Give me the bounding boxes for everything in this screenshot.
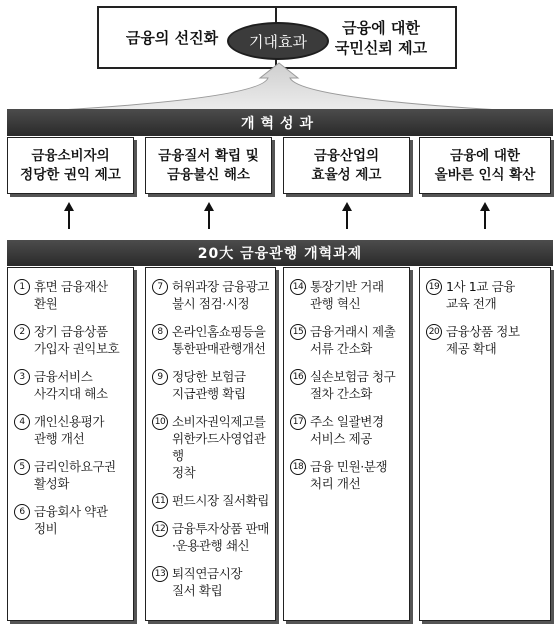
task-item — [290, 278, 405, 312]
up-arrow-4 — [479, 202, 491, 230]
task-text: 휴면 금융재산 환원 — [34, 279, 108, 311]
task-item — [152, 520, 271, 554]
task-number: 1 — [14, 279, 30, 295]
upward-fan-arrow — [0, 60, 560, 112]
effect-right-label: 금융에 대한 국민신뢰 제고 — [334, 18, 428, 57]
task-number: 2 — [14, 324, 30, 340]
up-arrow-3 — [341, 202, 353, 230]
task-text: 금리인하요구권 활성화 — [34, 459, 116, 491]
task-number: 7 — [152, 279, 168, 295]
task-item — [14, 458, 129, 492]
achievement-label-4: 금융에 대한 올바른 인식 확산 — [434, 147, 536, 183]
tasks-title: 20大 금융관행 개혁과제 — [197, 246, 363, 262]
task-text: 소비자권익제고를 위한카드사영업관행 정착 — [172, 414, 266, 480]
task-text: 실손보험금 청구 절차 간소화 — [310, 369, 396, 401]
task-number: 11 — [152, 493, 168, 509]
task-column-3 — [283, 267, 410, 621]
achievement-label-1: 금융소비자의 정당한 권익 제고 — [20, 147, 121, 183]
task-item — [14, 503, 129, 537]
task-item — [152, 565, 271, 599]
task-number: 3 — [14, 369, 30, 385]
task-text: 금융회사 약관 정비 — [34, 504, 108, 536]
up-arrow-1 — [63, 202, 75, 230]
task-number: 9 — [152, 369, 168, 385]
expected-effects-ellipse — [227, 22, 329, 60]
achievements-title: 개혁성과 — [240, 115, 320, 132]
achievement-box-4 — [419, 137, 551, 194]
task-item — [14, 413, 129, 447]
achievement-box-2 — [145, 137, 272, 194]
task-item — [290, 323, 405, 357]
task-number: 5 — [14, 459, 30, 475]
task-text: 금융서비스 사각지대 해소 — [34, 369, 108, 401]
achievement-box-3 — [283, 137, 410, 194]
task-item — [290, 368, 405, 402]
task-item — [152, 278, 271, 312]
achievement-label-3: 금융산업의 효율성 제고 — [311, 147, 382, 183]
task-number: 6 — [14, 504, 30, 520]
task-text: 금융상품 정보 제공 확대 — [446, 324, 520, 356]
task-text: 허위과장 금융광고 불시 점검·시정 — [172, 279, 269, 311]
task-text: 금융거래시 제출 서류 간소화 — [310, 324, 396, 356]
task-number: 16 — [290, 369, 306, 385]
task-item — [14, 323, 129, 357]
task-item — [290, 413, 405, 447]
task-number: 10 — [152, 414, 168, 430]
task-item — [152, 368, 271, 402]
task-number: 17 — [290, 414, 306, 430]
task-column-2 — [145, 267, 276, 621]
task-item — [152, 492, 271, 509]
effect-left-label: 금융의 선진화 — [125, 28, 219, 47]
achievement-label-2: 금융질서 확립 및 금융불신 해소 — [158, 147, 259, 183]
task-text: 금융 민원·분쟁 처리 개선 — [310, 459, 388, 491]
task-number: 19 — [426, 279, 442, 295]
task-text: 1사 1교 금융 교육 전개 — [446, 279, 515, 311]
task-text: 통장기반 거래 관행 혁신 — [310, 279, 384, 311]
task-item — [14, 368, 129, 402]
task-item — [152, 413, 271, 481]
task-text: 주소 일괄변경 서비스 제공 — [310, 414, 384, 446]
expected-effects-label: 기대효과 — [249, 32, 307, 51]
task-text: 금융투자상품 판매 ·운용관행 쇄신 — [172, 521, 269, 553]
task-number: 20 — [426, 324, 442, 340]
task-number: 8 — [152, 324, 168, 340]
achievement-box-1 — [7, 137, 134, 194]
task-text: 퇴직연금시장 질서 확립 — [172, 566, 243, 598]
task-item — [426, 278, 546, 312]
task-text: 장기 금융상품 가입자 권익보호 — [34, 324, 120, 356]
task-item — [152, 323, 271, 357]
task-item — [426, 323, 546, 357]
task-number: 13 — [152, 566, 168, 582]
task-number: 18 — [290, 459, 306, 475]
task-text: 정당한 보험금 지급관행 확립 — [172, 369, 246, 401]
task-column-4 — [419, 267, 551, 621]
task-number: 15 — [290, 324, 306, 340]
achievements-header — [7, 109, 553, 136]
tasks-header — [7, 240, 553, 266]
task-number: 4 — [14, 414, 30, 430]
task-number: 12 — [152, 521, 168, 537]
task-text: 온라인홈쇼핑등을 통한판매관행개선 — [172, 324, 266, 356]
task-column-1 — [7, 267, 134, 621]
task-item — [290, 458, 405, 492]
task-number: 14 — [290, 279, 306, 295]
up-arrow-2 — [203, 202, 215, 230]
task-item — [14, 278, 129, 312]
task-text: 펀드시장 질서확립 — [172, 493, 269, 508]
task-text: 개인신용평가 관행 개선 — [34, 414, 105, 446]
